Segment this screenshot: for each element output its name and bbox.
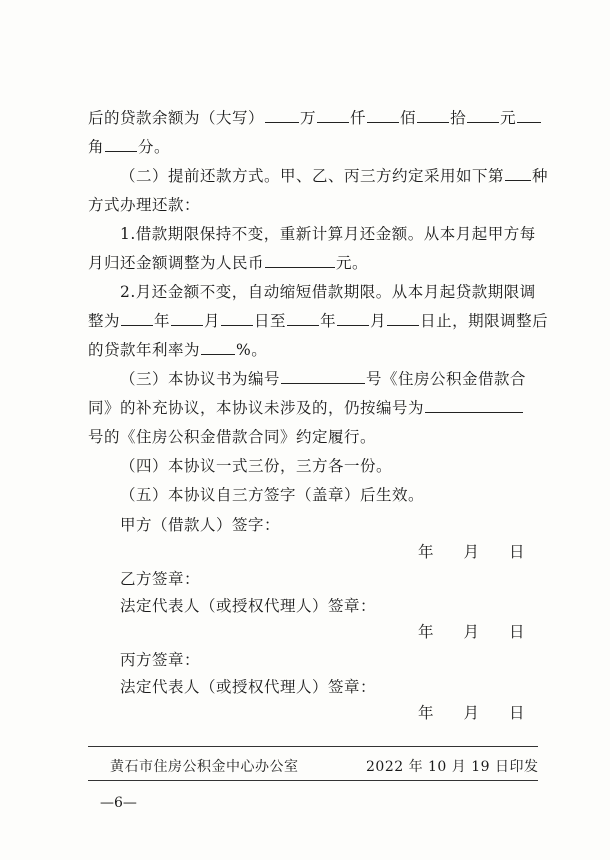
text: 的贷款年利率为 (88, 341, 201, 359)
text: （二）提前还款方式。甲、乙、丙三方约定采用如下第 (120, 167, 505, 185)
blank-contract-no-1 (281, 369, 365, 384)
text: 年 (320, 312, 337, 330)
blank-wan (265, 108, 299, 123)
text: 日至 (254, 312, 287, 330)
text: 分。 (138, 138, 171, 156)
text: 仟 (350, 109, 367, 127)
body-line-3 (120, 166, 548, 186)
date-year: 年 (418, 543, 434, 561)
date-month: 月 (463, 543, 480, 561)
date-day: 日 (509, 543, 525, 561)
party-b-date (418, 620, 525, 642)
body-line-4: 方式办理还款： (88, 196, 201, 214)
text: 角 (88, 138, 105, 156)
blank-month-1 (171, 311, 203, 326)
body-line-10 (120, 369, 526, 389)
text: （三）本协议书为编号 (120, 370, 281, 388)
blank-qian (317, 108, 349, 123)
text: %。 (236, 341, 268, 359)
party-a-date (418, 540, 525, 562)
date-month: 月 (463, 704, 480, 722)
blank-day-2 (387, 311, 419, 326)
body-line-11 (88, 398, 524, 418)
text: 整为 (88, 312, 121, 330)
body-line-9 (88, 340, 267, 360)
body-line-7: 2.月还金额不变，自动缩短借款期限。从本月起贷款期限调 (120, 283, 536, 301)
body-line-12: 号的《住房公积金借款合同》约定履行。 (88, 428, 377, 446)
footer-top-rule (88, 746, 538, 747)
blank-rate (201, 340, 235, 355)
party-c-stamp: 丙方签章： (120, 651, 201, 669)
text: 种 (532, 167, 549, 185)
date-year: 年 (418, 623, 434, 641)
blank-bai (367, 108, 399, 123)
blank-fen (105, 137, 137, 152)
date-day: 日 (509, 704, 525, 722)
text: 拾 (450, 109, 467, 127)
body-line-5: 1.借款期限保持不变，重新计算月还金额。从本月起甲方每 (120, 225, 536, 243)
body-line-1 (88, 108, 542, 128)
date-year: 年 (418, 704, 434, 722)
blank-yuan (467, 108, 499, 123)
party-c-representative: 法定代表人（或授权代理人）签章： (120, 678, 377, 696)
footer-print-date: 2022 年 10 月 19 日印发 (366, 759, 539, 775)
blank-amount (265, 253, 335, 268)
blank-contract-no-2 (425, 398, 523, 413)
party-a-signature: 甲方（借款人）签字： (120, 516, 281, 534)
text: 月归还金额调整为人民币 (88, 254, 265, 272)
party-b-representative: 法定代表人（或授权代理人）签章： (120, 597, 377, 615)
body-line-14: （五）本协议自三方签字（盖章）后生效。 (120, 486, 425, 504)
footer-issuer: 黄石市住房公积金中心办公室 (110, 759, 299, 775)
date-month: 月 (463, 623, 480, 641)
blank-method (505, 166, 531, 181)
blank-year-1 (121, 311, 153, 326)
date-day: 日 (509, 623, 525, 641)
text: 后的贷款余额为（大写） (88, 109, 265, 127)
text: 佰 (400, 109, 417, 127)
footer-bottom-rule (88, 780, 538, 781)
text: 元。 (336, 254, 369, 272)
text: 日止，期限调整后 (420, 312, 549, 330)
body-line-13: （四）本协议一式三份，三方各一份。 (120, 457, 393, 475)
text: 元 (500, 109, 517, 127)
blank-year-2 (287, 311, 319, 326)
text: 同》的补充协议，本协议未涉及的，仍按编号为 (88, 399, 425, 417)
party-b-stamp: 乙方签章： (120, 570, 201, 588)
text: 万 (300, 109, 317, 127)
page-number: —6— (100, 795, 137, 811)
blank-shi (417, 108, 449, 123)
party-c-date (418, 701, 525, 723)
blank-day-1 (221, 311, 253, 326)
body-line-6 (88, 253, 368, 273)
text: 月 (370, 312, 387, 330)
text: 月 (204, 312, 221, 330)
blank-month-2 (337, 311, 369, 326)
blank-jiao (517, 108, 541, 123)
body-line-8 (88, 311, 548, 331)
body-line-2 (88, 137, 170, 157)
text: 年 (154, 312, 171, 330)
text: 号《住房公积金借款合 (366, 370, 527, 388)
